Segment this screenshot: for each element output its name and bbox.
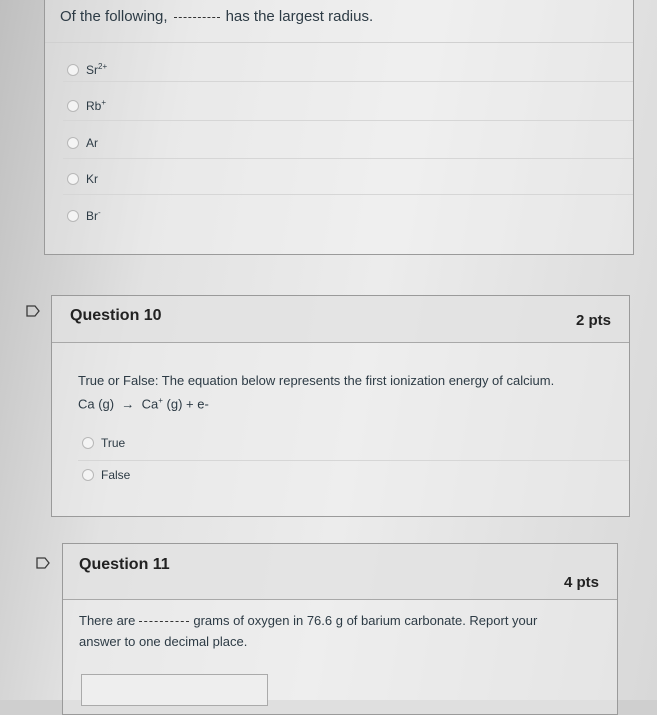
arrow-icon: → <box>121 396 135 412</box>
answer-option-ar[interactable] <box>67 136 98 150</box>
question-10-text: True or False: The equation below represents the first ionization energy of calcium. Ca (g) → Ca+ (g) + e- <box>78 371 554 414</box>
answer-option-true[interactable] <box>82 436 125 450</box>
question-11-header <box>63 544 617 600</box>
equation: Ca (g) → Ca+ (g) + e- <box>78 396 209 412</box>
radio-icon[interactable] <box>67 137 79 149</box>
answer-label: False <box>101 468 131 482</box>
answer-label: Kr <box>86 172 98 186</box>
divider <box>63 120 633 121</box>
answer-label: Br- <box>86 208 101 223</box>
answer-option-brminus[interactable] <box>67 208 101 223</box>
divider <box>78 460 629 461</box>
answer-input[interactable] <box>81 674 268 706</box>
divider <box>63 81 633 82</box>
question-points: 2 pts <box>575 312 611 329</box>
question-11-text: There are grams of oxygen in 76.6 g of barium carbonate. Report your answer to one decimal place. <box>79 613 538 649</box>
radio-icon[interactable] <box>67 173 79 185</box>
question-points: 4 pts <box>563 574 599 591</box>
answer-blank <box>139 620 189 622</box>
question-11-card <box>62 543 618 715</box>
question-9-card <box>44 0 634 255</box>
flag-question-icon[interactable] <box>26 305 40 317</box>
divider <box>45 42 633 43</box>
radio-icon[interactable] <box>67 100 79 112</box>
question-title: Question 10 <box>70 307 162 324</box>
divider <box>63 158 633 159</box>
radio-icon[interactable] <box>82 437 94 449</box>
question-10-card <box>51 295 630 517</box>
radio-icon[interactable] <box>82 469 94 481</box>
question-title: Question 11 <box>79 556 170 573</box>
question-9-prompt: Of the following, has the largest radius. <box>60 8 374 25</box>
flag-question-icon[interactable] <box>36 557 50 569</box>
divider <box>63 194 633 195</box>
radio-icon[interactable] <box>67 210 79 222</box>
answer-label: Rb+ <box>86 98 107 113</box>
answer-option-false[interactable] <box>82 468 130 482</box>
radio-icon[interactable] <box>67 64 79 76</box>
answer-label: True <box>101 436 126 450</box>
answer-option-kr[interactable] <box>67 172 98 186</box>
question-10-header <box>52 296 629 343</box>
answer-label: Ar <box>86 136 98 150</box>
answer-label: $Sr^{2+}$ <box>86 62 108 77</box>
answer-blank <box>174 16 220 18</box>
answer-option-rbplus[interactable] <box>67 98 106 113</box>
answer-option-sr2plus[interactable] <box>67 62 107 77</box>
